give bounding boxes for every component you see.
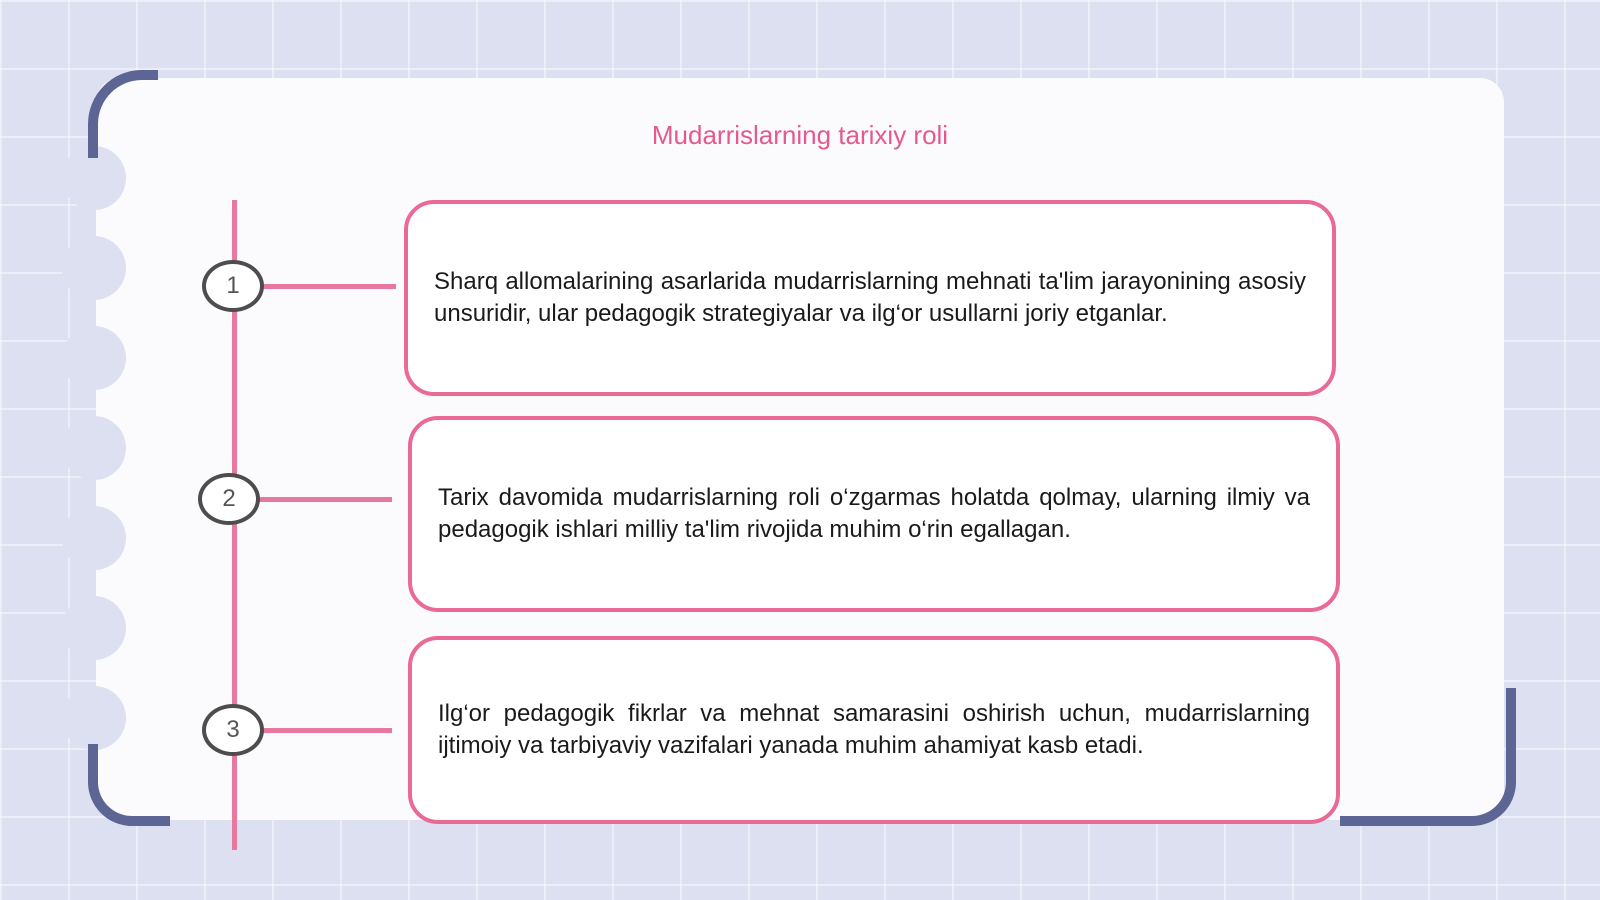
- step-number-2: 2: [198, 473, 260, 525]
- slide-title: Mudarrislarning tarixiy roli: [651, 120, 949, 150]
- card-edge-bump: [62, 236, 126, 300]
- card-edge-bump: [62, 596, 126, 660]
- step-connector-1: [262, 284, 396, 289]
- step-number-1: 1: [202, 260, 264, 312]
- step-text-3: Ilg‘or pedagogik fikrlar va mehnat samarasini oshirish uchun, mudarrislarning ijtimoiy va tarbiyaviy vazifalari yanada muhim ahamiyat kasb etadi.: [438, 700, 1310, 759]
- step-text-2: Tarix davomida mudarrislarning roli o‘zgarmas holatda qolmay, ularning ilmiy va pedagogik ishlari milliy ta'lim rivojida muhim o‘rin egallagan.: [438, 484, 1310, 543]
- step-box-3: [408, 636, 1340, 824]
- step-number-3: 3: [202, 704, 264, 756]
- step-text-1: Sharq allomalarining asarlarida mudarrislarning mehnati ta'lim jarayonining asosiy unsuridir, ular pedagogik strategiyalar va ilg‘or usullarni joriy etganlar.: [434, 268, 1306, 327]
- card-edge-bump: [62, 506, 126, 570]
- card-edge-bump: [62, 326, 126, 390]
- step-box-1: [404, 200, 1336, 396]
- frame-corner-bottom-left: [88, 744, 170, 826]
- step-connector-2: [258, 497, 392, 502]
- card-edge-bump: [62, 416, 126, 480]
- frame-corner-bottom-right: [1340, 688, 1516, 826]
- card-edge-bump: [62, 686, 126, 750]
- step-connector-3: [262, 728, 392, 733]
- step-box-2: [408, 416, 1340, 612]
